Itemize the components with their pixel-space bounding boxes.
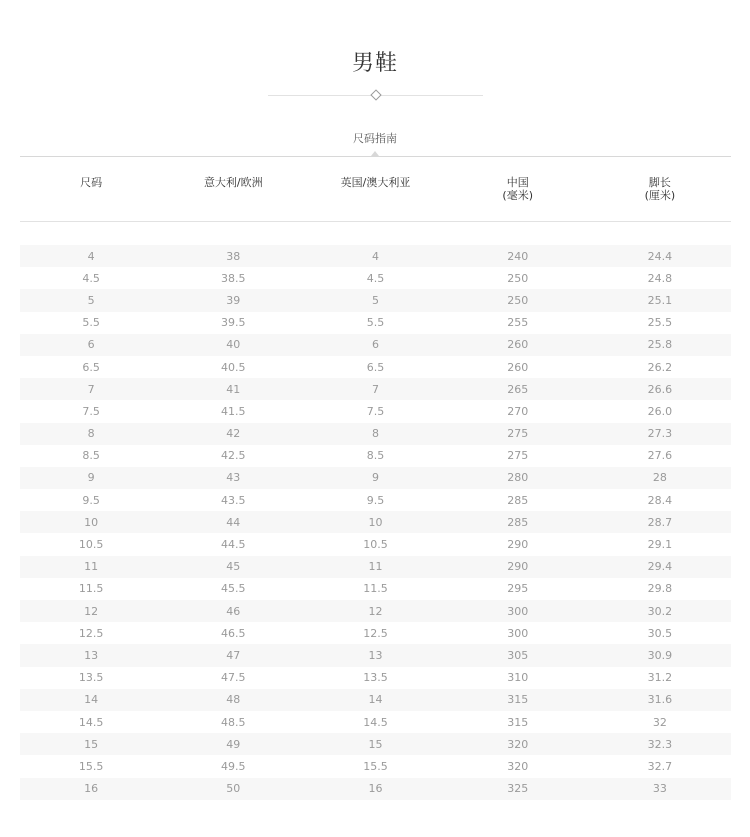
cell-uk-australia: 9.5 <box>366 493 385 507</box>
cell-size: 13.5 <box>78 671 104 685</box>
cell-italy-europe: 41 <box>226 382 241 396</box>
cell-italy-europe: 50 <box>226 782 241 796</box>
cell-size: 7.5 <box>82 404 100 418</box>
table-row <box>20 489 731 511</box>
cell-italy-europe: 42.5 <box>221 449 246 463</box>
cell-china-mm: 270 <box>507 404 529 418</box>
table-row <box>20 511 731 533</box>
cell-size: 6.5 <box>82 360 100 374</box>
cell-china-mm: 250 <box>507 293 529 307</box>
cell-foot-length-cm: 25.1 <box>647 293 673 307</box>
cell-foot-length-cm: 27.3 <box>647 427 673 441</box>
cell-size: 12.5 <box>78 626 104 640</box>
table-row <box>20 289 731 311</box>
cell-china-mm: 300 <box>507 626 529 640</box>
cell-china-mm: 305 <box>507 648 529 662</box>
cell-china-mm: 295 <box>507 582 529 596</box>
cell-italy-europe: 40 <box>226 338 241 352</box>
cell-uk-australia: 13.5 <box>363 671 388 685</box>
table-row <box>20 600 731 622</box>
table-row <box>20 245 731 267</box>
table-row <box>20 356 731 378</box>
table-row <box>20 378 731 400</box>
cell-uk-australia: 16 <box>368 782 383 796</box>
table-row <box>20 400 731 422</box>
table-row <box>20 778 731 800</box>
cell-italy-europe: 45 <box>226 560 241 574</box>
cell-italy-europe: 46 <box>226 604 241 618</box>
page-title: 男鞋 <box>351 51 398 76</box>
table-row <box>20 445 731 467</box>
cell-foot-length-cm: 29.8 <box>647 582 673 596</box>
diamond-icon <box>370 89 381 100</box>
cell-size: 11.5 <box>78 582 104 596</box>
cell-china-mm: 285 <box>507 515 529 529</box>
cell-italy-europe: 39 <box>226 293 241 307</box>
table-row <box>20 467 731 489</box>
cell-foot-length-cm: 33 <box>652 782 667 796</box>
header-china-mm: 中国 (毫米) <box>502 176 533 202</box>
cell-china-mm: 325 <box>507 782 529 796</box>
cell-uk-australia: 15.5 <box>363 759 388 773</box>
cell-foot-length-cm: 27.6 <box>647 449 673 463</box>
cell-italy-europe: 47.5 <box>221 671 246 685</box>
table-row <box>20 644 731 666</box>
cell-foot-length-cm: 28.4 <box>647 493 673 507</box>
cell-china-mm: 265 <box>507 382 529 396</box>
cell-size: 14.5 <box>78 715 104 729</box>
header-uk-australia: 英国/澳大利亚 <box>340 176 411 189</box>
cell-foot-length-cm: 25.8 <box>647 338 673 352</box>
cell-italy-europe: 46.5 <box>221 626 246 640</box>
cell-china-mm: 315 <box>507 715 529 729</box>
cell-italy-europe: 48 <box>226 693 241 707</box>
cell-foot-length-cm: 24.8 <box>647 271 673 285</box>
cell-size: 15.5 <box>78 759 104 773</box>
cell-foot-length-cm: 28 <box>652 471 667 485</box>
cell-china-mm: 290 <box>507 560 529 574</box>
cell-italy-europe: 43 <box>226 471 241 485</box>
cell-uk-australia: 6.5 <box>366 360 385 374</box>
cell-italy-europe: 45.5 <box>221 582 246 596</box>
cell-size: 9.5 <box>82 493 100 507</box>
cell-italy-europe: 47 <box>226 648 241 662</box>
table-row <box>20 312 731 334</box>
cell-uk-australia: 10.5 <box>363 538 388 552</box>
cell-uk-australia: 12 <box>368 604 383 618</box>
header-italy-europe: 意大利/欧洲 <box>203 176 263 189</box>
cell-size: 12 <box>84 604 99 618</box>
table-row <box>20 423 731 445</box>
cell-size: 16 <box>84 782 99 796</box>
cell-china-mm: 250 <box>507 271 529 285</box>
cell-china-mm: 285 <box>507 493 529 507</box>
cell-size: 14 <box>84 693 99 707</box>
cell-italy-europe: 49.5 <box>221 759 246 773</box>
cell-size: 6 <box>87 338 95 352</box>
cell-size: 5 <box>87 293 95 307</box>
cell-foot-length-cm: 26.0 <box>647 404 673 418</box>
cell-size: 11 <box>84 560 99 574</box>
cell-italy-europe: 41.5 <box>221 404 246 418</box>
table-header <box>20 176 731 202</box>
cell-uk-australia: 7.5 <box>366 404 385 418</box>
cell-china-mm: 255 <box>507 316 529 330</box>
cell-italy-europe: 44 <box>226 515 241 529</box>
header-foot-length-cm: 脚长 (厘米) <box>644 176 676 202</box>
cell-uk-australia: 14.5 <box>363 715 388 729</box>
cell-foot-length-cm: 32.7 <box>647 759 673 773</box>
cell-uk-australia: 11.5 <box>363 582 388 596</box>
cell-china-mm: 275 <box>507 427 529 441</box>
cell-italy-europe: 43.5 <box>221 493 246 507</box>
cell-uk-australia: 4.5 <box>366 271 385 285</box>
cell-china-mm: 290 <box>507 538 529 552</box>
cell-foot-length-cm: 31.2 <box>647 671 673 685</box>
cell-foot-length-cm: 30.9 <box>647 648 673 662</box>
cell-china-mm: 260 <box>507 338 529 352</box>
cell-china-mm: 275 <box>507 449 529 463</box>
cell-uk-australia: 9 <box>372 471 379 485</box>
caret-up-icon <box>371 151 379 156</box>
table-row <box>20 267 731 289</box>
cell-foot-length-cm: 31.6 <box>647 693 673 707</box>
cell-china-mm: 315 <box>507 693 529 707</box>
cell-china-mm: 320 <box>507 759 529 773</box>
cell-italy-europe: 42 <box>226 427 241 441</box>
cell-china-mm: 300 <box>507 604 529 618</box>
cell-size: 4 <box>87 249 95 263</box>
cell-uk-australia: 14 <box>368 693 383 707</box>
cell-foot-length-cm: 30.5 <box>647 626 673 640</box>
cell-italy-europe: 44.5 <box>221 538 246 552</box>
cell-china-mm: 260 <box>507 360 529 374</box>
table-row <box>20 755 731 777</box>
table-row <box>20 556 731 578</box>
cell-china-mm: 320 <box>507 737 529 751</box>
cell-foot-length-cm: 32 <box>652 715 667 729</box>
cell-size: 7 <box>87 382 95 396</box>
cell-uk-australia: 10 <box>368 515 383 529</box>
cell-size: 10 <box>84 515 99 529</box>
cell-size: 8 <box>87 427 95 441</box>
cell-uk-australia: 7 <box>372 382 379 396</box>
cell-foot-length-cm: 28.7 <box>647 515 673 529</box>
cell-italy-europe: 38 <box>226 249 241 263</box>
cell-size: 13 <box>84 648 99 662</box>
cell-uk-australia: 8 <box>372 427 379 441</box>
cell-italy-europe: 49 <box>226 737 241 751</box>
table-row <box>20 667 731 689</box>
table-row <box>20 689 731 711</box>
cell-italy-europe: 39.5 <box>221 316 246 330</box>
cell-size: 10.5 <box>78 538 104 552</box>
table-row <box>20 711 731 733</box>
cell-size: 9 <box>87 471 95 485</box>
cell-uk-australia: 12.5 <box>363 626 388 640</box>
cell-foot-length-cm: 29.1 <box>647 538 673 552</box>
cell-uk-australia: 15 <box>368 737 383 751</box>
cell-size: 5.5 <box>82 316 100 330</box>
cell-china-mm: 280 <box>507 471 529 485</box>
cell-china-mm: 310 <box>507 671 529 685</box>
size-guide-tab[interactable]: 尺码指南 <box>353 132 397 145</box>
cell-size: 8.5 <box>82 449 100 463</box>
header-size: 尺码 <box>80 176 103 189</box>
cell-uk-australia: 8.5 <box>366 449 385 463</box>
cell-foot-length-cm: 26.6 <box>647 382 673 396</box>
cell-size: 4.5 <box>82 271 100 285</box>
cell-italy-europe: 40.5 <box>221 360 246 374</box>
table-top-rule <box>20 156 731 157</box>
cell-italy-europe: 48.5 <box>221 715 246 729</box>
cell-uk-australia: 6 <box>372 338 379 352</box>
table-row <box>20 622 731 644</box>
table-row <box>20 334 731 356</box>
cell-uk-australia: 13 <box>368 648 383 662</box>
cell-foot-length-cm: 26.2 <box>647 360 673 374</box>
cell-foot-length-cm: 30.2 <box>647 604 673 618</box>
cell-china-mm: 240 <box>507 249 529 263</box>
cell-size: 15 <box>84 737 99 751</box>
cell-foot-length-cm: 32.3 <box>647 737 673 751</box>
cell-uk-australia: 5.5 <box>366 316 385 330</box>
cell-italy-europe: 38.5 <box>221 271 246 285</box>
cell-foot-length-cm: 25.5 <box>647 316 673 330</box>
table-row <box>20 578 731 600</box>
size-table-body <box>20 245 731 800</box>
header-rule <box>20 221 731 222</box>
table-row <box>20 733 731 755</box>
cell-foot-length-cm: 29.4 <box>647 560 673 574</box>
cell-foot-length-cm: 24.4 <box>647 249 673 263</box>
cell-uk-australia: 4 <box>372 249 379 263</box>
cell-uk-australia: 5 <box>372 293 379 307</box>
table-row <box>20 533 731 555</box>
cell-uk-australia: 11 <box>368 560 383 574</box>
